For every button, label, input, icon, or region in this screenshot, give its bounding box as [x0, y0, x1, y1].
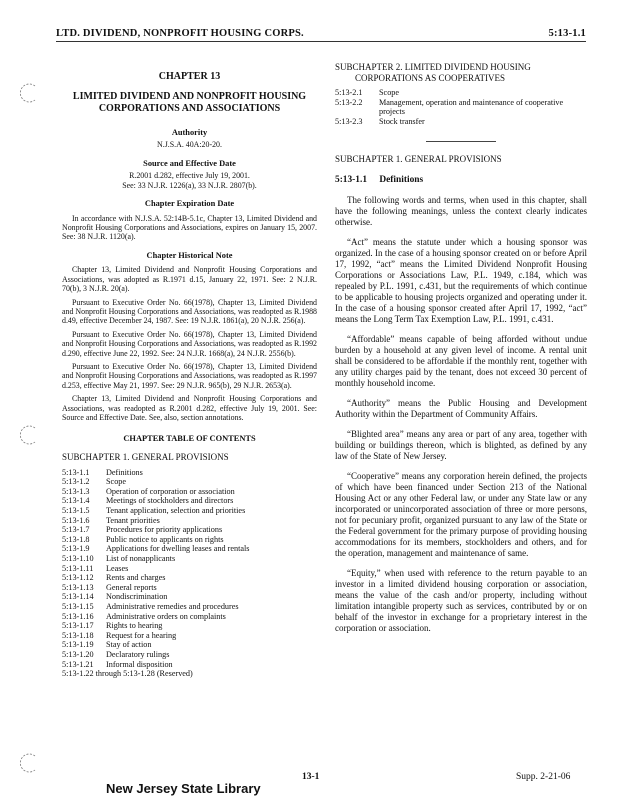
toc-entry	[62, 660, 317, 670]
definition-paragraph: “Affordable” means capable of being afforded without undue burden by a household at any given level of income. A rental unit shall be considered to be affordable if the monthly rent, together with any utility charges paid by the tenant, does not exceed 30 percent of monthly household income.	[335, 333, 587, 388]
toc-entry-number: 5:13-1.21	[62, 659, 94, 669]
toc-entry-continuation: projects	[379, 107, 405, 117]
toc-entry-number: 5:13-2.2	[335, 97, 363, 107]
toc-entry-number: 5:13-1.6	[62, 515, 90, 525]
toc-entry	[335, 117, 587, 127]
toc-list	[62, 468, 317, 669]
subchapter2-line: CORPORATIONS AS COOPERATIVES	[355, 72, 506, 83]
toc-entry-title: Request for a hearing	[106, 630, 177, 640]
definition-paragraph: “Act” means the statute under which a housing sponsor was organized. In the case of a housing sponsor created on or before April 17, 1992, “act” means the Limited Dividend Nonprofit Housing Corporations or Associations Law, P.L. 1949, c.184, which was repealed by P.L. 1991, c.431, but the requirements of which continue to be applicable to housing projects organized and operating under it. In the case of a housing sponsor created after April 17, 1992, “act” means the Long Term Tax Exemption Law, P.L. 1991, c.431.	[335, 236, 587, 324]
toc-entry-title: Scope	[379, 88, 400, 98]
toc-entry-title: Declaratory rulings	[106, 649, 170, 659]
toc-entry-number: 5:13-1.12	[62, 573, 94, 583]
toc-entry-title: Stay of action	[106, 640, 152, 650]
library-watermark: New Jersey State Library	[106, 781, 261, 796]
toc-entry-title: Rights to hearing	[106, 621, 163, 631]
toc-entry-title: Procedures for priority applications	[106, 525, 223, 535]
toc-entry-title: Public notice to applicants on rights	[106, 534, 224, 544]
definition-paragraph: “Equity,” when used with reference to the return payable to an investor in a limited dividend housing corporation or association, means the value of the cash and/or property, including without limitation intangible property such as services, contributed by or on behalf of the investor in exchange for a proprietary interest in the corporation or association.	[335, 567, 587, 633]
toc-entry-title: Scope	[106, 477, 127, 487]
toc-entry	[62, 650, 317, 660]
toc-entry-title: Informal disposition	[106, 659, 173, 669]
chapter-title-line: LIMITED DIVIDEND AND NONPROFIT HOUSING	[72, 90, 307, 102]
historical-note: Chapter 13, Limited Dividend and Nonprofit Housing Corporations and Associations, was readopted as R.2001 d.282, effective July 19, 2001. See: Source and Effective Date. See, also, section annotations.	[62, 394, 317, 423]
right-column	[335, 62, 587, 634]
toc-entry	[62, 544, 317, 554]
toc-entry	[335, 88, 587, 98]
toc-entry-number: 5:13-1.11	[62, 563, 94, 573]
punch-hole-mark	[18, 424, 40, 446]
expiration-heading: Chapter Expiration Date	[144, 199, 235, 208]
toc-entry-title: Applications for dwelling leases and rentals	[106, 544, 250, 554]
running-header	[56, 28, 586, 42]
toc-entry-title: Rents and charges	[106, 573, 166, 583]
toc-entry	[62, 506, 317, 516]
page-number: 13-1	[302, 772, 320, 782]
left-column	[62, 62, 317, 679]
toc-entry	[62, 583, 317, 593]
toc-entry-title: General reports	[106, 582, 157, 592]
toc-entry-title: Tenant application, selection and priorities	[106, 506, 246, 516]
toc-entry	[62, 621, 317, 631]
punch-hole-mark	[18, 752, 40, 774]
toc-entry-title: Administrative orders on complaints	[106, 611, 226, 621]
toc-entry-number: 5:13-1.7	[62, 525, 90, 535]
toc-entry-title: Definitions	[106, 467, 143, 477]
toc-entry-number: 5:13-1.3	[62, 486, 90, 496]
chapter-title	[62, 91, 317, 116]
chapter-number: CHAPTER 13	[158, 71, 221, 82]
source-heading: Source and Effective Date	[143, 158, 236, 168]
toc-entry-number: 5:13-1.19	[62, 640, 94, 650]
toc-entry-title: Nondiscrimination	[106, 592, 168, 602]
toc-entry-title: Leases	[106, 563, 129, 573]
toc-entry-number: 5:13-2.1	[335, 88, 363, 98]
toc-entry	[62, 554, 317, 564]
toc-entry	[62, 468, 317, 478]
toc-entry	[62, 573, 317, 583]
subchapter2-line: SUBCHAPTER 2. LIMITED DIVIDEND HOUSING	[335, 62, 531, 72]
toc-entry-number: 5:13-1.13	[62, 582, 94, 592]
expiration-text: In accordance with N.J.S.A. 52:14B-5.1c, Chapter 13, Limited Dividend and Nonprofit Housing Corporations and Associations, expires on January 15, 2007. See: 38 N.J.R. 1120(a).	[62, 213, 317, 242]
supplement-date: Supp. 2-21-06	[516, 772, 571, 782]
toc-entry	[62, 477, 317, 487]
toc-entry	[62, 496, 317, 506]
definition-paragraph: “Cooperative” means any corporation herein defined, the projects of which have been financed under Section 213 of the National Housing Act or any other Federal law, or under any State law or any incorporated or unincorporated association of three or more persons, not for pecuniary profit, organized pursuant to any law of the State or the Federal government for the primary purpose of providing housing accommodations for its members, stockholders and others, and for the operation, management and maintenance of same.	[335, 470, 587, 558]
header-title: LTD. DIVIDEND, NONPROFIT HOUSING CORPS.	[56, 28, 304, 39]
historical-note: Pursuant to Executive Order No. 66(1978), Chapter 13, Limited Dividend and Nonprofit Housing Corporations and Associations, was readopted as R.1997 d.253, effective May 21, 1997. See: 29 N.J.R. 965(b), 29 N.J.R. 2653(a).	[62, 362, 317, 390]
toc-entry-number: 5:13-1.20	[62, 649, 94, 659]
definition-paragraph: “Blighted area” means any area or part of any area, together with building or buildings thereon, which is blighted, as defined by any law of the State of New Jersey.	[335, 428, 587, 461]
authority-heading: Authority	[171, 127, 208, 137]
toc-entry-title: Operation of corporation or association	[106, 486, 235, 496]
subchapter1-heading: SUBCHAPTER 1. GENERAL PROVISIONS	[335, 153, 502, 164]
toc-entry-title: List of nonapplicants	[106, 554, 176, 564]
toc-entry-title: Administrative remedies and procedures	[106, 602, 239, 611]
toc-entry-number: 5:13-1.5	[62, 506, 90, 516]
toc-entry-title: Stock transfer	[379, 116, 425, 126]
divider-rule	[426, 141, 496, 142]
toc-entry-number: 5:13-1.18	[62, 630, 94, 640]
source-line: R.2001 d.282, effective July 19, 2001.	[129, 171, 250, 181]
subchapter2-heading	[335, 62, 587, 83]
section-heading	[335, 175, 587, 186]
punch-hole-mark	[18, 82, 40, 104]
toc-entry	[62, 516, 317, 526]
toc-entry-number: 5:13-1.2	[62, 477, 90, 487]
section-title: Definitions	[379, 175, 424, 186]
toc-entry-number: 5:13-1.16	[62, 611, 94, 621]
toc-entry	[62, 535, 317, 545]
toc-subchapter: SUBCHAPTER 1. GENERAL PROVISIONS	[62, 452, 229, 463]
historical-note: Chapter 13, Limited Dividend and Nonprofit Housing Corporations and Associations, was adopted as R.1971 d.15, January 22, 1971. See: 2 N.J.R. 70(b), 3 N.J.R. 20(a).	[62, 265, 317, 294]
toc-entry-title: Management, operation and maintenance of cooperative	[379, 97, 564, 107]
definition-paragraph: “Authority” means the Public Housing and Development Authority within the Department of Community Affairs.	[335, 397, 587, 419]
toc-entry	[62, 592, 317, 602]
toc-entry-number: 5:13-1.17	[62, 621, 94, 631]
toc-entry-number: 5:13-1.8	[62, 534, 90, 544]
chapter-title-line: CORPORATIONS AND ASSOCIATIONS	[98, 103, 281, 115]
toc-entry	[335, 98, 587, 108]
toc-entry-number: 5:13-1.15	[62, 602, 94, 611]
toc-entry	[62, 602, 317, 612]
toc-entry	[62, 564, 317, 574]
toc-entry	[62, 631, 317, 641]
subchapter2-toc	[335, 88, 587, 126]
toc-entry	[62, 640, 317, 650]
toc-entry-number: 5:13-1.4	[62, 496, 90, 506]
toc-entry-title: Meetings of stockholders and directors	[106, 496, 234, 506]
authority-text: N.J.S.A. 40A:20-20.	[157, 140, 222, 150]
source-line: See: 33 N.J.R. 1226(a), 33 N.J.R. 2807(b).	[122, 180, 257, 190]
toc-entry	[62, 525, 317, 535]
toc-entry-title: Tenant priorities	[106, 515, 160, 525]
definition-paragraph: The following words and terms, when used in this chapter, shall have the following meanings, unless the context clearly indicates otherwise.	[335, 194, 587, 227]
toc-entry	[62, 487, 317, 497]
header-section: 5:13-1.1	[548, 28, 586, 39]
toc-entry-number: 5:13-1.9	[62, 544, 90, 554]
section-number: 5:13-1.1	[335, 175, 368, 186]
toc-entry-number: 5:13-1.14	[62, 592, 94, 602]
historical-note: Pursuant to Executive Order No. 66(1978), Chapter 13, Limited Dividend and Nonprofit Housing Corporations and Associations, was readopted as R.1988 d.49, effective December 24, 1987. See: 19 N.J.R. 1861(a), 20 N.J.R. 256(a).	[62, 297, 317, 326]
toc-heading: CHAPTER TABLE OF CONTENTS	[123, 433, 256, 443]
toc-entry-number: 5:13-1.10	[62, 554, 94, 564]
toc-entry	[62, 612, 317, 622]
historical-heading: Chapter Historical Note	[146, 250, 233, 260]
historical-note: Pursuant to Executive Order No. 66(1978), Chapter 13, Limited Dividend and Nonprofit Housing Corporations and Associations, was readopted as R.1992 d.290, effective June 22, 1992. See: 24 N.J.R. 1668(a), 24 N.J.R. 2556(b).	[62, 329, 317, 358]
toc-entry-number: 5:13-1.1	[62, 467, 90, 477]
toc-last-entry: 5:13-1.22 through 5:13-1.28 (Reserved)	[62, 669, 193, 679]
toc-entry-number: 5:13-2.3	[335, 116, 363, 126]
